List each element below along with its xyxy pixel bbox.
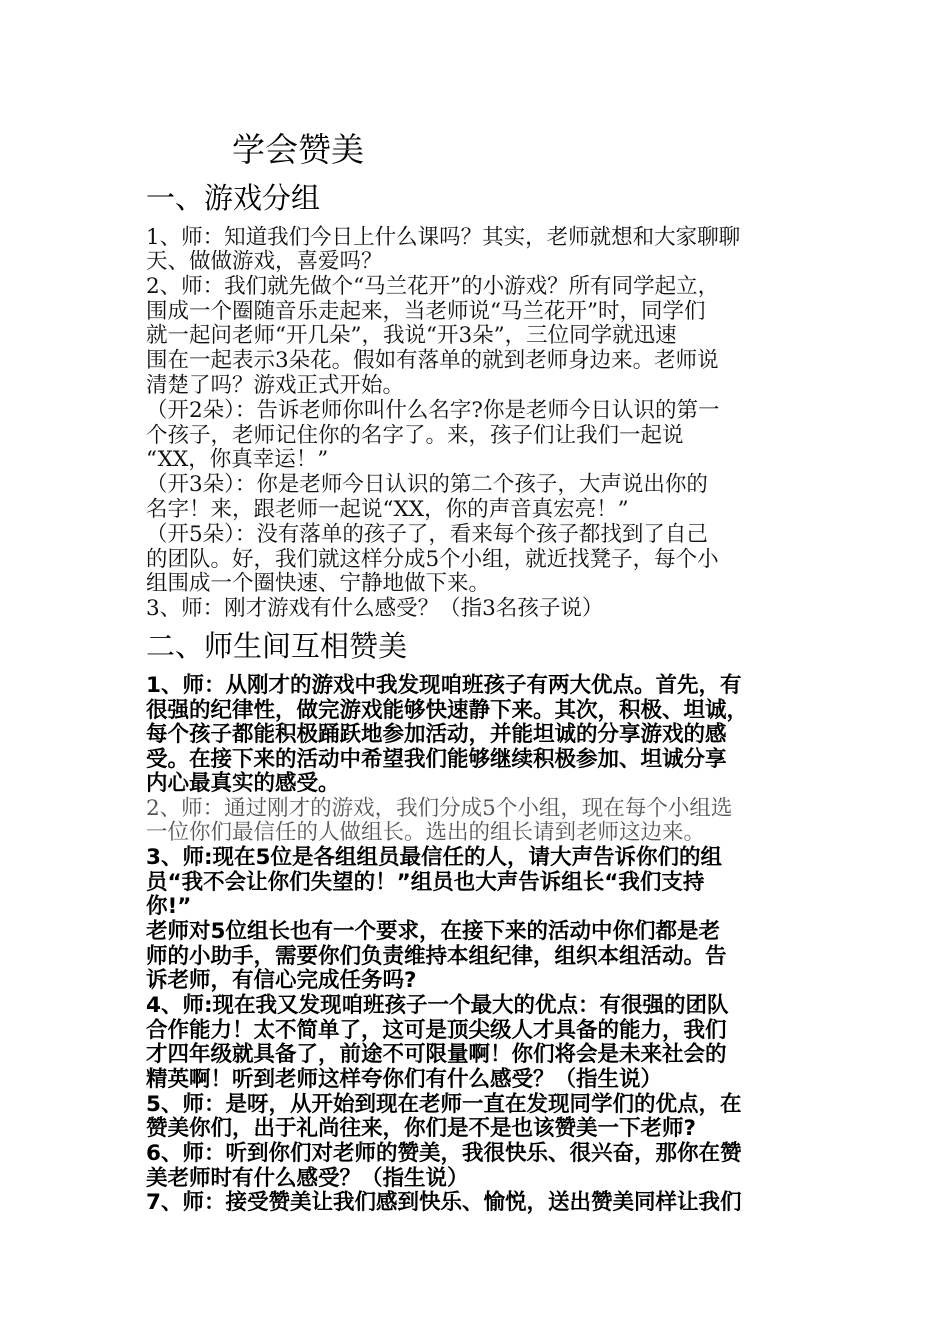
paragraph-line: 一位你们最信任的人做组长。选出的组长请到老师这边来。 <box>146 820 706 845</box>
paragraph-line: （开2朵）：告诉老师你叫什么名字?你是老师今日认识的第一 <box>146 398 720 423</box>
paragraph-line: 3、师：刚才游戏有什么感受？（指3名孩子说） <box>146 596 604 621</box>
paragraph-line: 围成一个圈随音乐走起来，当老师说“马兰花开”时，同学们 <box>146 299 706 324</box>
paragraph-line: 诉老师，有信心完成任务吗? <box>146 968 417 993</box>
paragraph-line: 老师对5位组长也有一个要求，在接下来的活动中你们都是老 <box>146 919 720 944</box>
paragraph-line: 天、做做游戏，喜爱吗？ <box>146 249 383 274</box>
paragraph-line: 你!” <box>146 894 192 919</box>
paragraph-line: 员“我不会让你们失望的！”组员也大声告诉组长“我们支持 <box>146 870 705 895</box>
paragraph-line: “XX，你真幸运！” <box>146 447 329 472</box>
paragraph-line: （开3朵）：你是老师今日认识的第二个孩子，大声说出你的 <box>146 472 708 497</box>
paragraph-line: 组围成一个圈快速、宁静地做下来。 <box>146 571 491 596</box>
paragraph-line: 6、师：听到你们对老师的赞美，我很快乐、很兴奋，那你在赞 <box>146 1141 742 1166</box>
paragraph-line: 的团队。好，我们就这样分成5个小组，就近找凳子，每个小 <box>146 547 719 572</box>
paragraph-line: 内心最真实的感受。 <box>146 771 340 796</box>
paragraph-line: 精英啊！听到老师这样夸你们有什么感受？（指生说） <box>146 1067 663 1092</box>
paragraph-line: 清楚了吗？游戏正式开始。 <box>146 373 405 398</box>
paragraph-line: 师的小助手，需要你们负责维持本组纪律，组织本组活动。告 <box>146 944 727 969</box>
section-heading-grouping: 一、游戏分组 <box>146 181 321 215</box>
paragraph-line: 很强的纪律性，做完游戏能够快速静下来。其次，积极、坦诚， <box>146 698 749 723</box>
paragraph-line: 7、师：接受赞美让我们感到快乐、愉悦，送出赞美同样让我们 <box>146 1190 742 1215</box>
paragraph-line: 2、师：我们就先做个“马兰花开”的小游戏？所有同学起立， <box>146 274 720 299</box>
paragraph-line: 名字！来，跟老师一起说“XX，你的声音真宏亮！” <box>146 497 629 522</box>
paragraph-line: 2、师：通过刚才的游戏，我们分成5个小组，现在每个小组选 <box>146 796 733 821</box>
paragraph-line: 受。在接下来的活动中希望我们能够继续积极参加、坦诚分享 <box>146 747 727 772</box>
paragraph-line: 就一起问老师“开几朵”，我说“开3朵”，三位同学就迅速 <box>146 323 677 348</box>
paragraph-line: 3、师:现在5位是各组组员最信任的人，请大声告诉你们的组 <box>146 845 723 870</box>
paragraph-line: 合作能力！太不简单了，这可是顶尖级人才具备的能力，我们 <box>146 1018 727 1043</box>
section-heading-mutual-praise: 二、师生间互相赞美 <box>146 629 408 663</box>
paragraph-line: 个孩子，老师记住你的名字了。来，孩子们让我们一起说 <box>146 423 684 448</box>
paragraph-line: 4、师:现在我又发现咱班孩子一个最大的优点：有很强的团队 <box>146 993 729 1018</box>
paragraph-line: 美老师时有什么感受？（指生说） <box>146 1166 469 1191</box>
paragraph-line: 才四年级就具备了，前途不可限量啊！你们将会是未来社会的 <box>146 1042 727 1067</box>
document-title: 学会赞美 <box>232 130 364 169</box>
paragraph-line: （开5朵）：没有落单的孩子了，看来每个孩子都找到了自己 <box>146 522 708 547</box>
paragraph-line: 1、师：知道我们今日上什么课吗？其实，老师就想和大家聊聊 <box>146 225 741 250</box>
paragraph-line: 每个孩子都能积极踊跃地参加活动，并能坦诚的分享游戏的感 <box>146 722 727 747</box>
paragraph-line: 1、师：从刚才的游戏中我发现咱班孩子有两大优点。首先，有 <box>146 673 742 698</box>
paragraph-line: 围在一起表示3朵花。假如有落单的就到老师身边来。老师说 <box>146 348 719 373</box>
paragraph-line: 5、师：是呀，从开始到现在老师一直在发现同学们的优点，在 <box>146 1092 742 1117</box>
paragraph-line: 赞美你们，出于礼尚往来，你们是不是也该赞美一下老师? <box>146 1116 696 1141</box>
